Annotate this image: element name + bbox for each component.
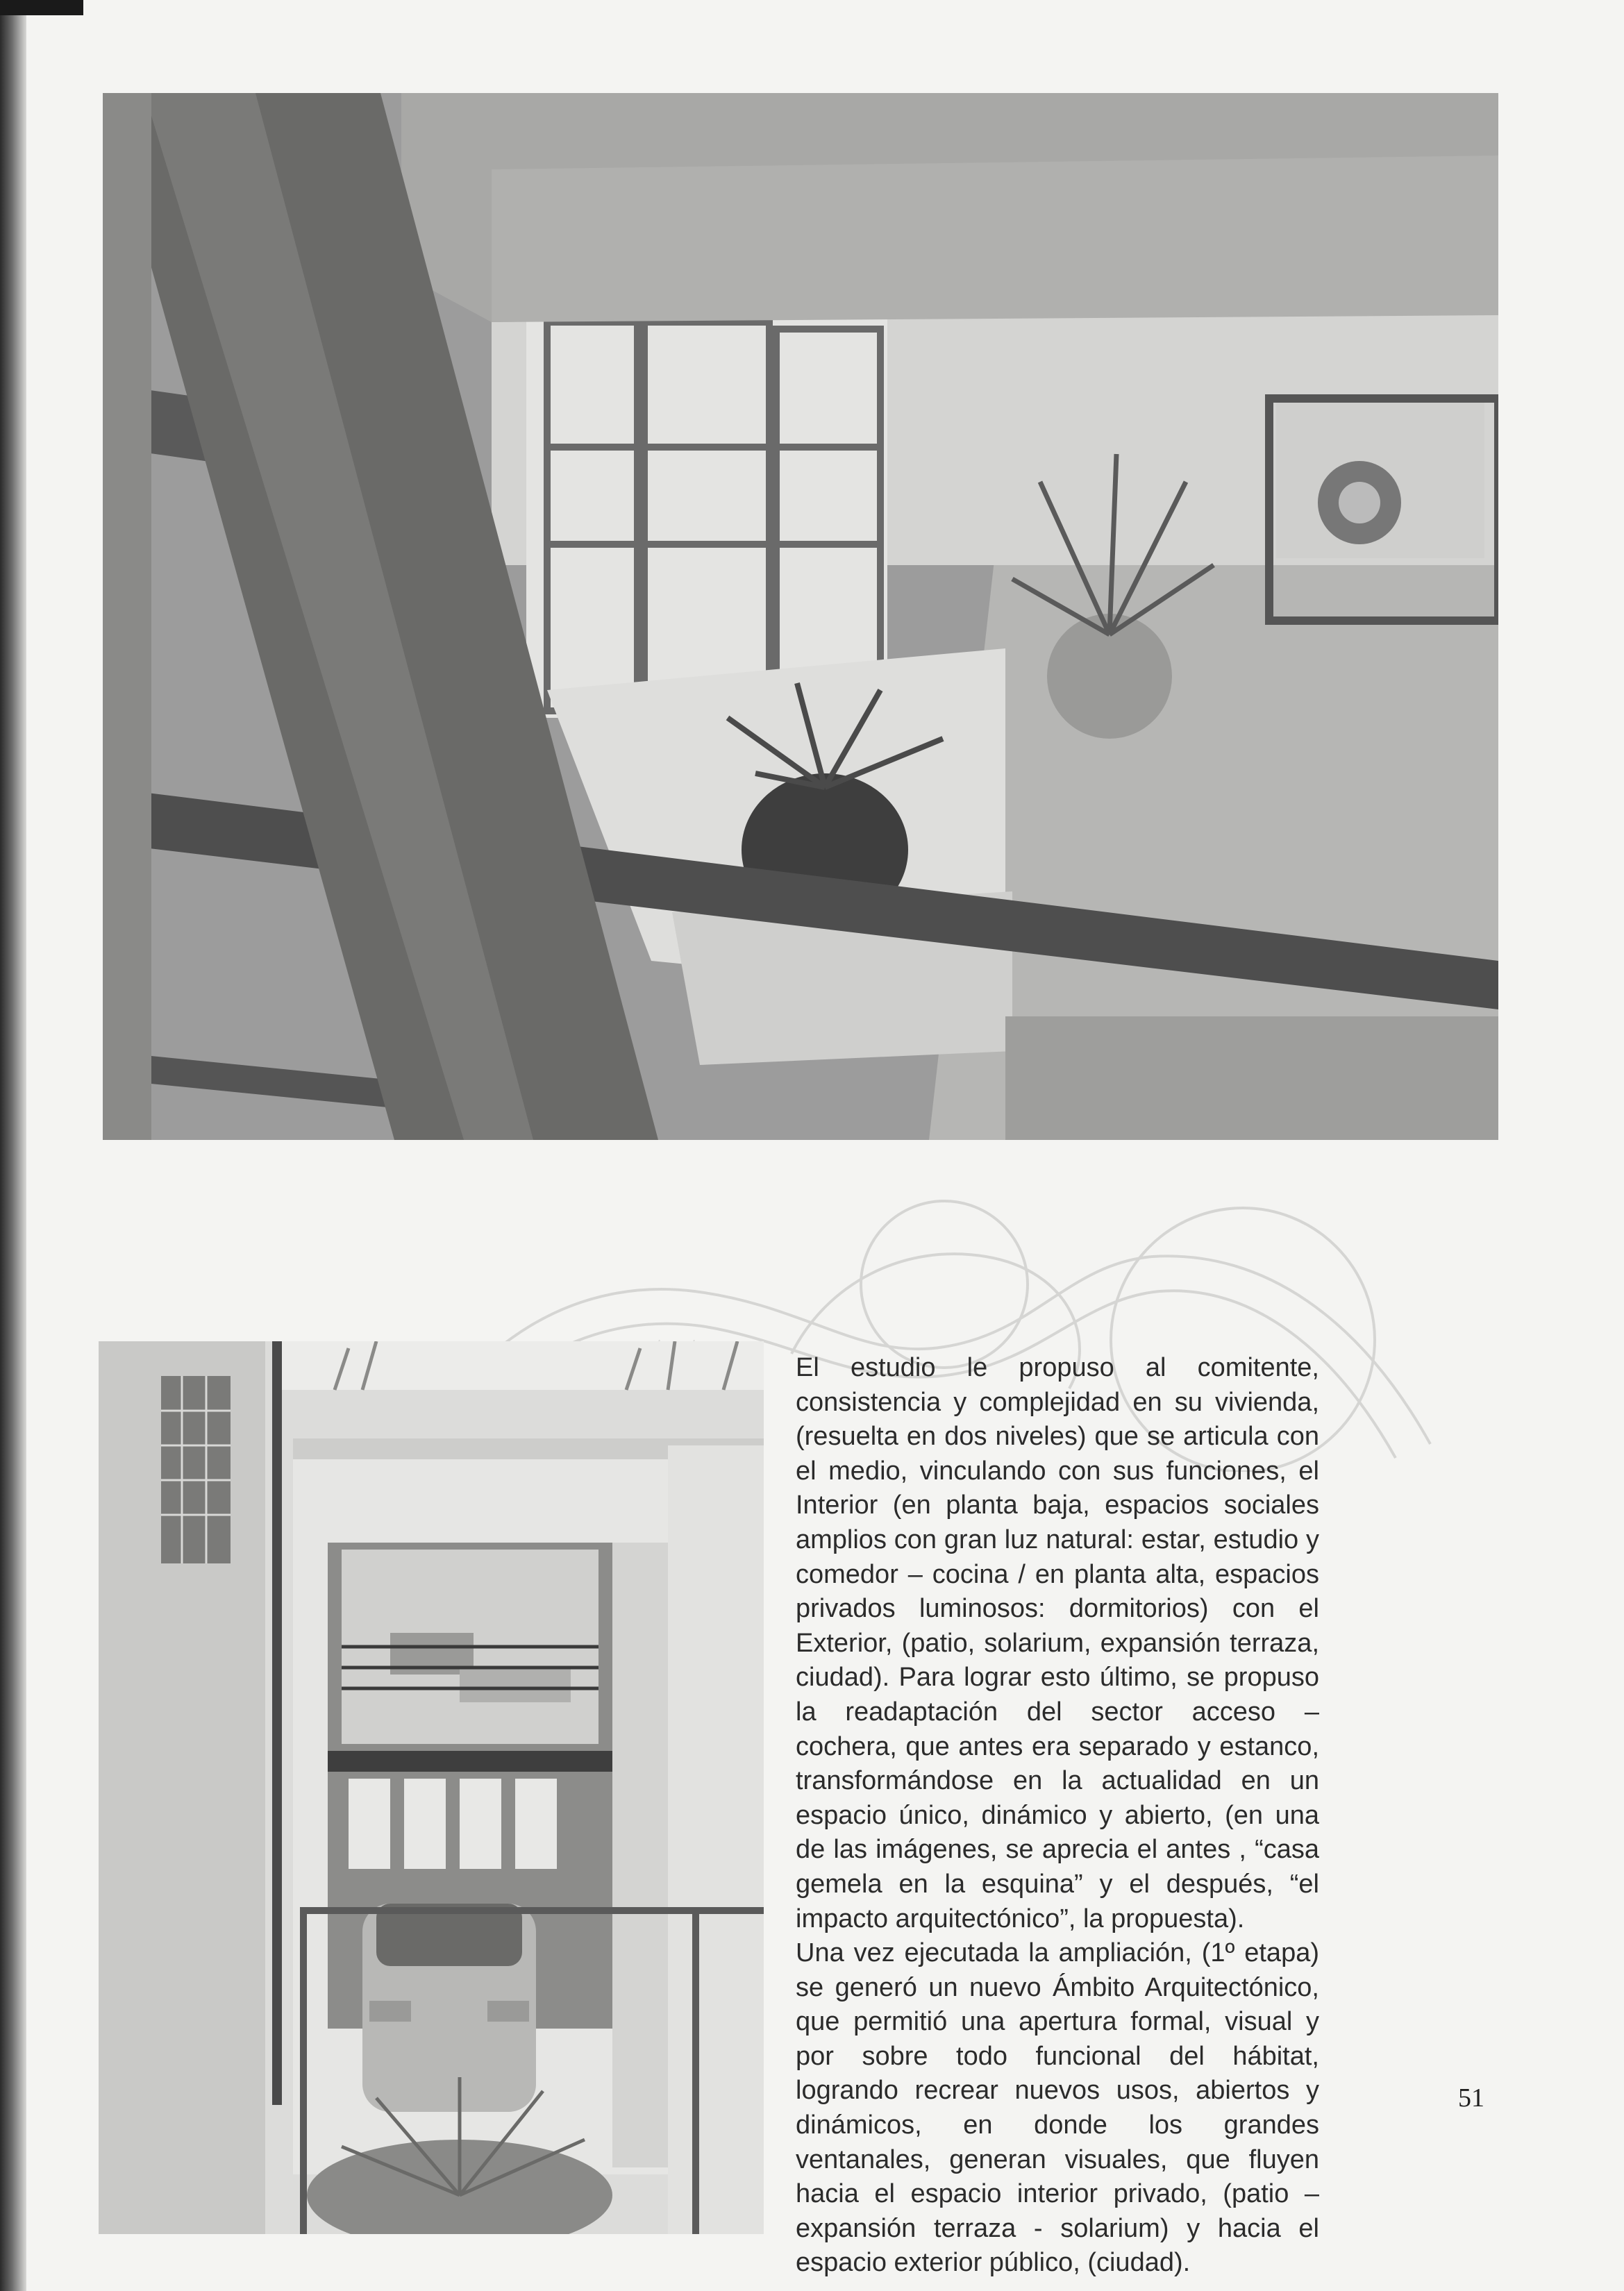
page-number: 51 xyxy=(1458,2083,1484,2113)
photo-stairwell-interior xyxy=(103,93,1498,1140)
photo-exterior-garage-facade xyxy=(99,1341,764,2234)
scan-edge xyxy=(0,0,83,15)
paragraph-1: El estudio le propuso al comitente, consistencia y complejidad en su vivienda, (resuelta en dos niveles) que se articula con el medio, vinculando con sus funciones, el Interior (en planta baja, espacios sociales amplios con gran luz natural: estar, estudio y comedor – cocina / en planta alta, espacios privados luminosos: dormitorios) con el Exterior, (patio, solarium, expansión terraza, ciudad). Para lograr esto último, se propuso la readaptación del sector acceso – cochera, que antes era separado y estanco, transformándose en la actualidad en un espacio único, dinámico y abierto, (en una de las imágenes, se aprecia el antes , “casa gemela en la esquina” y el después, “el impacto arquitectónico”, la propuesta). xyxy=(796,1353,1319,1933)
article-body xyxy=(796,1351,1319,2281)
binding-gutter-shadow xyxy=(0,0,26,2291)
paragraph-2: Una vez ejecutada la ampliación, (1º etapa) se generó un nuevo Ámbito Arquitectónico, que permitió una apertura formal, visual y por sobre todo funcional del hábitat, logrando recrear nuevos usos, abiertos y dinámicos, en donde los grandes ventanales, generan visuales, que fluyen hacia el espacio interior privado, (patio – expansión terraza - solarium) y hacia el espacio exterior público, (ciudad). xyxy=(796,1938,1319,2278)
